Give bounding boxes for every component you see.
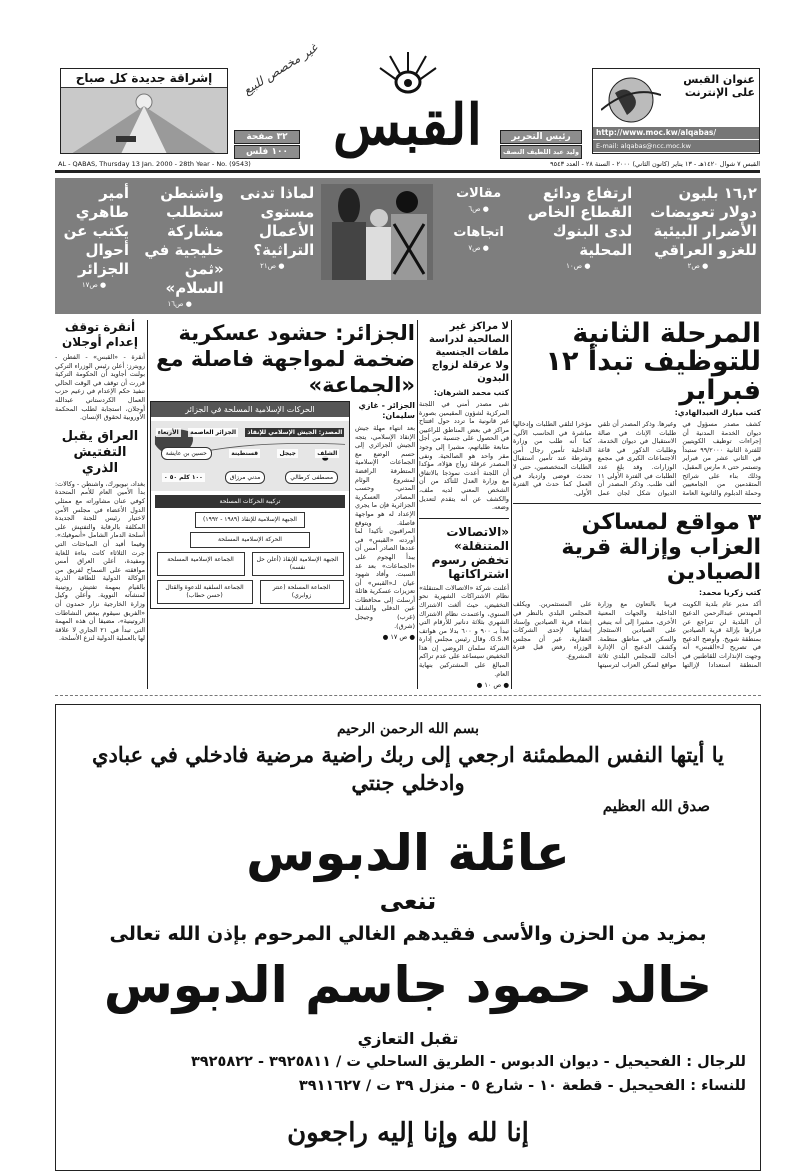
column-divider [147,320,148,689]
org-box: الحركة الإسلامية المسلحة [190,532,310,548]
teaser-page-ref: ● ص١٦ [167,300,192,308]
editor-name: وليد عبد اللطيف النصف [500,145,582,159]
map-region-label: قسنطينة [231,450,259,458]
sunrise-road-image [61,88,227,154]
section-rule [55,695,761,696]
internet-box [592,68,760,154]
teaser-item[interactable] [524,184,632,270]
org-box: الجبهة الإسلامية للإنقاذ (أعلن حل نفسه) [252,552,344,576]
org-row [151,580,349,604]
section-rule [513,503,761,504]
org-row [151,532,349,548]
teaser-item[interactable] [230,184,314,270]
articles-section [55,320,761,689]
teaser-page-ref: ● ص٢١ [260,262,285,270]
teaser-stack [440,184,518,252]
people-photo [321,184,433,280]
masthead [0,0,800,178]
editor-label: رئيس التحرير [500,130,582,144]
teaser-page-ref: ● ص٢ [687,262,709,270]
map-region-label: الجزائر العاصمة [190,429,236,437]
grief-line: بمزيد من الحزن والأسى فقيدهم الغالي المرحوم بإذن الله تعالى [109,923,707,946]
fishermen-body: أكد مدير عام بلدية الكويت المهندس عبدالرحمن الدعيج أن البلدية لن تتراجع عن قرارها بإزالة قرية الصيادين بمنطقة شويخ. وأوضح الدعيج في تصريح لـ«القبس» أنه وجهت الإنذارات للقاطنين في المنطقة استعدادا لإزالتها قريبا بالتعاون مع وزارة الداخلية والجهات المعنية الأخرى، مشيرا إلى أنه ينبغي على الصيادين الاستئجار والسكن في مناطق منظمة. وكشف الدعيج أن الإدارة أحالت للمجلس البلدي ثلاثة مواقع لسكن العزاب لترسيتها على المستثمرين. ويكلف المجلس البلدي بالنظر في إنشاء قرية الصيادين وإسناد إنشائها لإحدى الشركات العقارية، غير أن مجلس الوزراء رفض قبل فترة المشروع. [513,600,761,669]
teaser-title: ارتفاع ودائع القطاع الخاص لدى البنوك المحلية [527,184,633,259]
side-column [419,320,509,689]
nationality-body: نفى مصدر أمني في اللجنة المركزية لشؤون المقيمين بصورة غير قانونية ما تردد حول افتتاح مراكز في بعض المناطق للراغبين في الحصول على جنسية من أجل متابعة طلباتهم، مشيرا إلى وجود مقر واحد هو الصالحية. ونفى المصدر عرقلة زواج هؤلاء، مؤكدا أن اللجنة أعدت نموذجا بالاتفاق مع وزارة العدل للتأكد من أن الشخص المعني لديه ملف، والكشف عن أنه يتقدم لتعديل وضعه. [419,400,509,512]
side-label: تركيبة الحركات المسلحة [155,495,345,508]
teaser-item[interactable] [136,184,224,308]
org-box: الجماعة المسلحة (عنتر زوابري) [260,580,344,604]
leader-label: مدني مرزاق [225,471,266,484]
page-count-badge: ٣٢ صفحة [234,130,300,144]
logo-text: القبس [332,92,483,158]
algeria-headline[interactable]: الجزائر: حشود عسكرية ضخمة لمواجهة فاصلة مع «الجماعة» [156,321,415,397]
masthead-logo [320,48,495,160]
teaser-title: واشنطن ستطلب مشاركة خليجية في «ثمن السلام» [144,184,224,297]
employment-headline[interactable]: المرحلة الثانية للتوظيف تبدأ ١٢ فبراير [545,318,761,406]
teaser-page-ref: ● ص٦ [468,205,489,213]
algeria-story [149,401,415,641]
leader-label: حسين بن عايشة [161,447,212,460]
section-rule [419,518,509,519]
employment-byline: كتب مبارك العبدالهادي: [674,408,761,418]
nationality-headline[interactable]: لا مراكز غير الصالحية لدراسة ملفات الجنسية ولا عرقلة لزواج البدون [429,321,509,384]
price-badge: ١٠٠ فلس [234,145,300,159]
ocalan-body: أنقرة - «القبس» - الفطن - رويترز: أعلن رئيس الوزراء التركي بولنت أجاويد أن الحكومة التركية قررت أن توقف في الوقت الحالي تنفيذ حكم الإعدام في زعيم حزب العمال الكردستاني عبدالله أوجلان، استجابة لطلب المحكمة الأوروبية لحقوق الإنسان. [55,353,145,422]
quran-verse: يا أيتها النفس المطمئنة ارجعي إلى ربك راضية مرضية فادخلي في عبادي وادخلي جنتي [92,742,724,796]
main-column [513,320,761,669]
telecom-page-ref: ● ص ١٠ ● [476,681,509,690]
family-name: عائلة الدبوس [246,824,570,883]
teaser-title: اتجاهات [453,225,504,240]
org-row [151,512,349,528]
teaser-title: مقالات [456,186,502,201]
closing-verse: إنا لله وإنا إليه راجعون [287,1118,529,1149]
front-page [55,0,761,1171]
column-divider [511,320,512,689]
iraq-body: بغداد، نيويورك، واشنطن - وكالات: بدأ الأمين العام للأمم المتحدة كوفي عنان مشاوراته مع ممثلي الدول الأعضاء في مجلس الأمن لاختيار رئيس للجنة الجديدة المكلفة بالرقابة والتفتيش على أسلحة الدمار الشامل «أنموفيك». وفيما أفيد أن المباحثات التي جرت الثلاثاء كانت بناءة للغاية ومفيدة، أعلن العراق أمس موافقته على السماح لفريق من الوكالة الدولية للطاقة الذرية بالقيام بمهمة تفتيش روتينية لمنشآته النووية. وأعلن وكيل وزارة الخارجية نزار حمدون أن «الفريق سيقوم ببعض النشاطات الروتينية»، مضيفا أن هذه المهمة التي تبدأ في ٢١ الجاري لا علاقة لها بالعملية الدولية لنزع الأسلحة. [55,479,145,643]
condolences-heading: تقبل التعازي [357,1029,459,1049]
teaser-title: أمير طاهري يكتب عن أحوال الجزائر [63,184,129,278]
employment-body: كشف مصدر مسؤول في ديوان الخدمة المدنية أن إجراءات توظيف الكويتيين للفترة الثانية ٩٩/٢٠٠٠ ستبدأ في الثاني عشر من فبراير وتستمر حتى ٨ مارس المقبل، وذلك بناء على شرائح المتقدمين من الجامعيين وحملة الدبلوم والثانوية العامة وغيرها. وذكر المصدر أن تلقي طلبات الإناث في صالة الاستقبال في ديوان الخدمة، وطلبات الذكور في قاعة الاجتماعات الكبرى في مجمع الوزارات. وقد بلغ عدد الطلبات في الفترة الأولى ١١ ألف طلب. وذكر المصدر أن الديوان شكل لجان عمل مؤخرا لتلقي الطلبات وإدخالها مباشرة في الحاسب الآلي، كما أنه طلب من وزارة الداخلية تأمين رجال أمن وشرطة عند تأمين استقبال الطلبات المتخصصين، حتى لا تحدث فوضى وازدياد في العمل كما حدث في الفترة الأولى. [513,420,761,497]
internet-title: عنوان القبس على الإنترنت [683,73,755,99]
masthead-rule [55,170,760,173]
promo-box [60,68,228,154]
teaser-item[interactable] [440,184,518,213]
left-column [55,320,145,643]
fishermen-byline: كتب زكريا محمد: [699,588,761,598]
basmala: بسم الله الرحمن الرحيم [337,721,479,738]
map-area [151,421,349,491]
telecom-headline[interactable]: «الاتصالات المتنقلة» تخفض رسوم اشتراكاتها [431,524,509,581]
org-box: الجماعة الإسلامية المسلحة [157,552,245,576]
teaser-item[interactable] [639,184,757,270]
algeria-map-graphic [150,401,350,609]
obituary-notice [55,704,761,1171]
algeria-text-column [355,401,415,641]
teaser-item[interactable] [440,223,518,252]
teaser-item[interactable] [59,184,129,289]
algeria-column [149,320,415,641]
algeria-body: بعد انتهاء مهلة جيش الإنقاذ الإسلامي، يتجه الجيش الجزائري إلى حسم الوضع مع الجماعات الإسلامية المتطرفة الرافضة لمشروع الوئام المدني. وحسب المصادر العسكرية الجزائرية فإن ما يجري الإعداد له هو مواجهة فاصلة. ويتوقع المراقبون تأكيدا لما أوردته «القبس» في عددها الصادر أمس أن يبدأ الهجوم على «الجماعات» بعد غد السبت. وأفاد شهود عيان لـ«القبس» أن تعزيزات عسكرية هائلة أرسلت إلى محافظات عين الدفلى والشلف (غرب) وجيجل (شرق). [355,424,415,630]
email-link[interactable]: E-mail: alqabas@ncc.moc.kw [593,140,759,152]
teaser-title: ١٦,٢ بليون دولار تعويضات الأضرار البيئية للغزو العراقي [650,184,757,259]
date-line-english: AL - QABAS, Thursday 13 Jan. 2000 - 28th Year - No. (9543) [58,160,251,168]
algeria-page-ref: ● ص ١٧ ● [382,633,415,642]
algeria-byline: الجزائر - غازي سليمان: [358,401,415,420]
fishermen-headline[interactable]: ٣ مواقع لمساكن العزاب وإزالة قرية الصيادين [561,510,761,586]
map-legend: المصدر: الجيش الإسلامي للإنقاذ [247,429,343,437]
iraq-headline[interactable]: العراق يقبل التفتيش الذري [61,428,139,476]
teaser-title: لماذا تدنى مستوى الأعمال التراثية؟ [239,184,315,259]
not-for-sale-stamp: غير مخصص للبيع [240,40,320,98]
map-title: الحركات الإسلامية المسلحة في الجزائر [151,402,349,417]
date-line-arabic: القبس ٧ شوال ١٤٢٠هـ - ١٣ يناير (كانون الثاني) ٢٠٠٠ - السنة ٢٨ - العدد ٩٥٤٣ [550,160,760,168]
map-region-label: الشلف [317,450,338,458]
nationality-byline: كتب محمد الشرهان: [433,388,509,397]
telecom-body: أعلنت شركة «الاتصالات المتنقلة» نظام الاشتراكات الشهرية نحو التخفيض، حيث ألغت الاشتراك السنوي، واعتمدت نظام الاشتراك الشهري بثلاثة دنانير للأرقام التي تبدأ بـ ٩٠٠ و ٦٠٠ بدلا من هواتف G.S.M. وقال رئيس مجلس إدارة الشركة سلمان الروضي إن هذا التخفيض سيساعد على عدم تراكم المبالغ على المشتركين بنهاية العام. [419,583,509,678]
sun-emblem-icon [378,48,438,94]
ocalan-headline[interactable]: أنقرة توقف إعدام أوجلان [62,320,138,349]
announcement-verb: تنعى [379,887,437,916]
deceased-name: خالد حمود جاسم الدبوس [103,956,713,1015]
teaser-band [55,178,761,314]
men-condolences: للرجال : الفحيحيل - ديوان الدبوس - الطريق الساحلي ت / ٣٩٢٥٨١١ - ٣٩٢٥٨٢٢ [190,1054,746,1071]
column-divider [417,320,418,689]
org-box: الجبهة الإسلامية للإنقاذ (١٩٨٩ - ١٩٩٢) [195,512,305,528]
leader-label: مصطفى كرطالي [285,471,338,484]
teaser-page-ref: ● ص١٧ [81,281,107,289]
org-row [151,552,349,576]
org-box: الجماعة السلفية للدعوة والقتال (حسن حطاب) [157,580,253,604]
teaser-page-ref: ● ص٧ [468,244,489,252]
map-region-label: جيجل [279,450,296,458]
promo-text: إشراقة جديدة كل صباح [61,69,227,88]
map-scale: ١٠٠ كلم ٥٠ ٠ [163,473,203,481]
globe-icon [601,75,661,125]
teaser-page-ref: ● ص١٠ [566,262,591,270]
women-condolences: للنساء : الفحيحيل - قطعة ١٠ - شارع ٥ - منزل ٣٩ ت / ٣٩١١٦٢٧ [298,1078,746,1095]
website-link[interactable]: http://www.moc.kw/alqabas/ [593,127,759,139]
map-region-label: الأربعاء [157,429,179,437]
verse-end: صدق الله العظيم [602,797,710,816]
